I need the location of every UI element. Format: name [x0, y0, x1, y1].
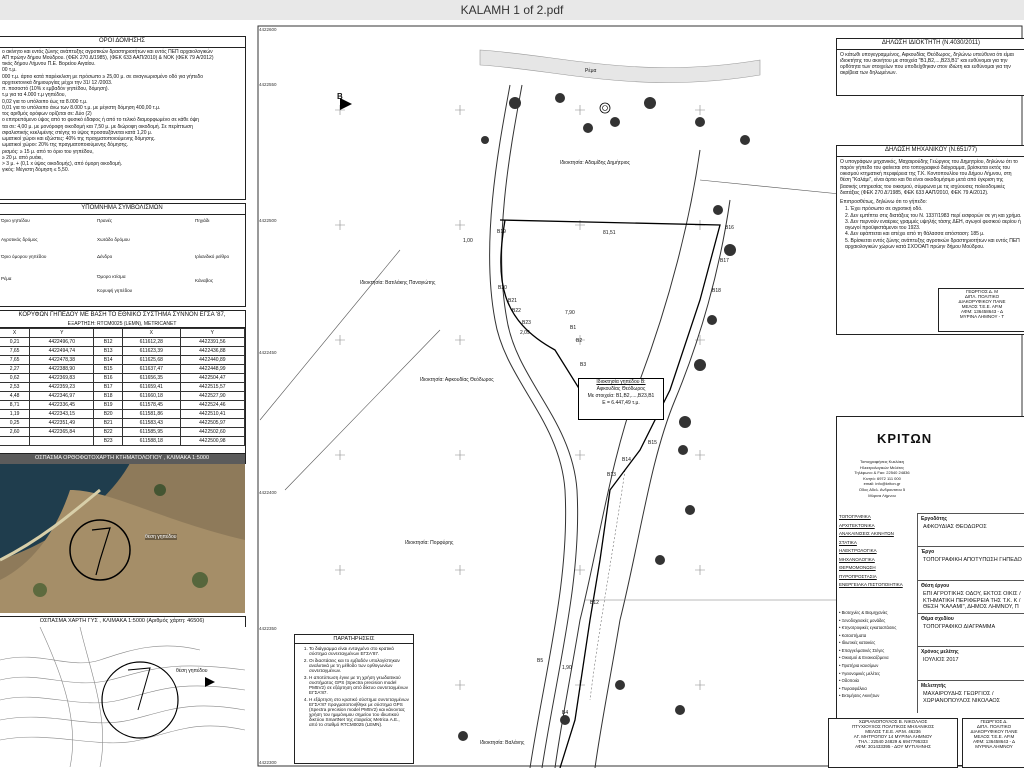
table-cell: 4422336,45	[30, 400, 94, 409]
table-cell: 611656,35	[122, 373, 180, 382]
stamp-line: ΜΥΡΙΝΑ ΛΗΜΝΟΥ	[975, 744, 1013, 749]
stamp-line: ΜΥΡΙΝΑ ΛΗΜΝΟΥ - Τ	[959, 314, 1005, 319]
table-header: Y	[180, 328, 244, 337]
table-cell: 4422494,74	[30, 346, 94, 355]
building-terms-panel	[0, 36, 246, 200]
ownership-declaration-panel	[836, 38, 1024, 96]
grid-label: 4422300	[259, 760, 277, 765]
bullet-item: • Οικισμοί & Ενοικιαζόμενα	[839, 655, 889, 661]
table-row	[0, 400, 245, 409]
info-row	[917, 646, 1024, 680]
table-cell: 611588,18	[122, 436, 180, 445]
table-cell: 4422515,57	[180, 382, 244, 391]
address-line: email: info@kriton.gr	[863, 481, 901, 487]
table-cell: 611585,95	[122, 427, 180, 436]
info-row	[917, 580, 1024, 614]
term-line: ωματικοί χώροι και εξώστες: 40% της πραγματοποιούμενης δόμησης.	[2, 136, 156, 142]
parcel-vertices: Με στοιχεία: Β1,Β2,....,Β23,Β1	[587, 393, 655, 399]
legend-item: Πρανές	[97, 218, 113, 223]
table-row	[0, 418, 245, 427]
engineer-stamp-lines-2	[963, 719, 1024, 749]
gys-map-image	[0, 627, 245, 767]
table-cell: 4422365,84	[30, 427, 94, 436]
bullet-item: • Πυρασφάλεια	[839, 685, 867, 691]
vertex-label: B12	[590, 600, 599, 606]
term-line: > 3 μ. + (0,1 x ύψος οικοδομής), από όμορη οικοδομή.	[2, 161, 123, 167]
term-line: σφαλιστικής κεκλιμένης στέγης το ύψος προσαυξάνεται κατά 1,20 μ.	[2, 129, 153, 136]
legend-item: Ιρλανδικό ρείθρο	[195, 254, 230, 259]
vertex-label: B14	[622, 457, 631, 463]
bullet-item: • Υγειονομικές μελέτες	[839, 670, 881, 676]
service-link[interactable]: ΘΕΡΜΟΜΟΝΩΣΗ	[839, 565, 876, 571]
table-cell: B15	[94, 364, 122, 373]
surveyor-stamp	[828, 718, 958, 768]
company-name: ΚΡΙΤΩΝ	[877, 431, 933, 446]
info-row	[917, 613, 1024, 647]
address-line: Τηλέφωνο & Fax: 22540 24836	[854, 470, 910, 476]
dimension-label: 1,00	[463, 238, 473, 244]
term-line: 00 τ.μ.	[2, 67, 17, 74]
vertex-label: B19	[497, 229, 506, 235]
term-line: ≥ 20 μ. από ρυάκι,	[2, 154, 43, 161]
address-line: Οδος Αδελ. Ανδρουτσου 5	[858, 486, 906, 492]
term-line: π. ποσοστό (10% x εμβαδόν γηπέδου, δόμηση).	[2, 86, 109, 92]
stamp-line: ΓΕΩΡΓΙΟΣ Δ. Μ	[965, 289, 999, 294]
table-cell: 4422500,98	[180, 436, 244, 445]
bullet-item: • Οδοποιία	[839, 678, 859, 684]
info-value: ΑΦΚΟΥΔΙΑΣ ΘΕΟΔΩΡΟΣ	[923, 524, 987, 530]
table-cell: 0,25	[0, 418, 30, 427]
engineer-stamp-2	[962, 718, 1024, 768]
table-row	[0, 382, 245, 391]
term-line: τ.μ για τα 4.000 τ.μ γηπέδου,	[2, 92, 66, 99]
bullet-item: • Ιδιωτικές κατοικίες	[839, 640, 876, 646]
legend-item: Χωτάδο δρόμου	[97, 237, 130, 242]
table-cell: 0,62	[0, 373, 30, 382]
dimension-label: 81,51	[603, 230, 616, 236]
note-item: 2. Οι διαστάσεις και το εμβαδόν υπολογίστηκαν αναλυτικά με τη μέθοδο των ορθογωνίων συντεταγμένων.	[309, 658, 409, 673]
notes-list	[305, 646, 413, 727]
table-cell: B12	[94, 337, 122, 346]
table-cell: 611578,45	[122, 400, 180, 409]
info-row	[917, 680, 1024, 714]
coordinates-subtitle: ΕΞΑΡΤΗΣΗ: RTCM0025 (LEMN), METRICANET	[0, 321, 245, 328]
parcel-owner: Αφκουδίας Θεόδωρος	[596, 386, 646, 392]
info-value: ΤΟΠΟΓΡΑΦΙΚΗ ΑΠΟΤΥΠΩΣΗ ΓΗΠΕΔΟ	[923, 557, 1022, 564]
service-link[interactable]: ΑΝΑΚΑΙΝΙΣΕΙΣ ΑΚΙΝΗΤΩΝ	[839, 531, 894, 537]
table-cell: 4422504,47	[180, 373, 244, 382]
table-cell: 4422391,56	[180, 337, 244, 346]
service-link[interactable]: ΤΟΠΟΓΡΑΦΙΚΑ	[839, 514, 871, 519]
table-header: X	[0, 328, 30, 337]
grid-label: 4422500	[259, 218, 277, 223]
table-cell: 4422510,41	[180, 409, 244, 418]
table-cell: 4422388,90	[30, 364, 94, 373]
table-cell: B14	[94, 355, 122, 364]
info-label: Εργοδότης	[921, 516, 948, 522]
bullet-item: • Εκτιμήσεις Ακινήτων	[839, 693, 880, 699]
stamp-line: ΔΙΑΚΟΡΥΦΙΚΟΥ ΠΑΝΕ	[970, 729, 1018, 734]
info-value: ΙΟΥΛΙΟΣ 2017	[923, 657, 959, 664]
term-line: ωματικοί χώροι: 20% της πραγματοποιούμενης δόμησης.	[2, 142, 129, 149]
engineer-title: ΔΗΛΩΣΗ ΜΗΧΑΝΙΚΟΥ (Ν.651/77)	[837, 146, 1024, 157]
info-label: Μελετητής	[921, 682, 946, 689]
table-header: X	[122, 328, 180, 337]
info-value: ΜΑΧΑΙΡΟΥΔΗΣ ΓΕΩΡΓΙΟΣ / ΧΩΡΙΑΝΟΠΟΥΛΟΣ ΝΙΚΟΛΑΟΣ	[923, 690, 1001, 704]
vertex-label: B18	[712, 288, 721, 294]
ortho-title: ΟΣΠΑΣΜΑ ΟΡΘΟΦΩΤΟΧΑΡΤΗ ΚΤΗΜΑΤΟΛΟΓΙΟΥ , ΚΛΙΜΑΚΑ 1:5000	[34, 455, 210, 461]
service-link[interactable]: ΣΤΑΤΙΚΑ	[839, 539, 857, 545]
vertex-label: B23	[522, 320, 531, 326]
coordinates-panel	[0, 310, 246, 460]
term-line: ται σε: 4,00 μ. με μονόροφη οικοδομή και 7,50 μ. με διώροφη οικοδομή. Σε περίπτωση	[2, 123, 193, 130]
company-services	[839, 513, 917, 590]
coordinates-title: ΚΟΡΥΦΩΝ ΓΗΠΕΔΟΥ ΜΕ ΒΑΣΗ ΤΟ ΕΘΝΙΚΟ ΣΥΣΤΗΜΑ ΣΥΝΝΟΝ ΕΓΣΑ '87,	[18, 312, 226, 318]
info-label: Θέση έργου	[921, 582, 950, 589]
surveyor-stamp-lines	[829, 719, 957, 749]
ownership-text: Ο κάτωθι υπογεγραμμένος, Αφκουδίας Θεόδωρος, δηλώνω υπεύθυνα ότι είμαι ιδιοκτήτης του ακινήτου με στοιχεία "Β1,Β2,...,Β23,Β1" και ευθύνομαι για την ορθότητα των στοιχείων που υποδείχθηκαν στον ιδιώτη και ευθύνομαι για την ακρίβεια των δηλωμένων.	[840, 51, 1014, 77]
grid-label: 4422600	[259, 27, 277, 32]
table-cell: 4422359,23	[30, 382, 94, 391]
engineer-subtitle: Επιπροσθέτως, δηλώνω ότι το γήπεδο:	[840, 199, 927, 205]
legend-item: Όμορο κτίσμα	[97, 274, 126, 279]
table-cell: B20	[94, 409, 122, 418]
engineer-list-item: 1. Έχει πρόσωπο σε αγροτική οδό.	[845, 206, 923, 213]
table-cell: 7,65	[0, 355, 30, 364]
bullet-item: • Κτηνοτροφικές εγκαταστάσεις	[839, 625, 897, 631]
north-label: B	[337, 92, 343, 101]
table-cell: 4422524,46	[180, 400, 244, 409]
table-cell: 4422346,97	[30, 391, 94, 400]
service-link[interactable]: ΜΗΧΑΝΟΛΟΓΙΚΑ	[839, 556, 875, 562]
stamp-line: ΑΦΜ: 136458643 - Δ	[961, 309, 1003, 314]
table-cell: 4422478,38	[30, 355, 94, 364]
bullet-item: • Επαγγελματικές Στέγες	[839, 647, 885, 653]
dimension-label: 7,90	[565, 310, 575, 316]
legend-item: Πηγάδι	[195, 218, 210, 223]
address-line: Μύρινα Λήμνου	[868, 492, 896, 498]
term-line: 0,02 για το υπόλοιπο έως τα 8.000 τ.μ.	[2, 98, 88, 105]
stamp-line: ΔΙΑΚΟΡΥΦΙΚΟΥ ΠΑΝΕ	[958, 299, 1006, 304]
term-line: ΑΠ πρώην δήμου Μούδρου. (ΦΕΚ 270 Δ/1985), (ΦΕΚ 633 ΑΑΠ/2010) & ΝΟΚ (ΦΕΚ 79 Α/2012)	[2, 54, 214, 61]
coordinates-table	[0, 328, 245, 446]
table-cell: 2,60	[0, 427, 30, 436]
owner-label: Ιδιοκτησία: Βατιλάκης Παναγιώτης	[360, 280, 436, 286]
window-title: KALAMH 1 of 2.pdf	[460, 3, 564, 17]
table-row	[0, 436, 245, 445]
table-cell: 4422448,99	[180, 364, 244, 373]
table-cell: 7,65	[0, 346, 30, 355]
dimension-label: 2,09	[520, 330, 530, 336]
stamp-line: ΜΕΛΟΣ Τ.Ε.Ε. ΑΡ.Μ. 46236	[865, 729, 921, 734]
ownership-title: ΔΗΛΩΣΗ ΙΔΙΟΚΤΗΤΗ (Ν.4030/2011)	[837, 39, 1024, 50]
company-address	[847, 459, 917, 498]
table-row	[0, 409, 245, 418]
vertex-label: B15	[648, 440, 657, 446]
pdf-page[interactable]	[0, 20, 1024, 768]
parcel-area: Ε = 6.447,49 τ.μ.	[602, 400, 640, 406]
vertex-label: B4	[562, 710, 569, 716]
table-row	[0, 355, 245, 364]
service-link[interactable]: ΑΡΧΙΤΕΚΤΟΝΙΚΑ	[839, 522, 875, 528]
grid-label: 4422400	[259, 490, 277, 495]
stamp-line: ΑΦΜ: 301433395 - ΔΟΥ ΜΥΤΙΛΗΝΗΣ	[855, 744, 931, 749]
info-row	[917, 546, 1024, 580]
vertex-label: B22	[512, 308, 521, 314]
table-cell: 611583,43	[122, 418, 180, 427]
owner-label: Ιδιοκτησία: Πορφύρης	[405, 540, 454, 546]
ortho-title-bar	[0, 453, 246, 464]
dimension-label: 1,90	[562, 665, 572, 671]
parcel-title: Ιδιοκτησία γηπέδου Β:	[596, 379, 646, 385]
table-header: Y	[30, 328, 94, 337]
legend-title: ΥΠΟΜΝΗΜΑ ΣΥΜΒΟΛΙΣΜΩΝ	[0, 204, 245, 215]
table-cell: 1,19	[0, 409, 30, 418]
table-cell: 2,53	[0, 382, 30, 391]
table-row	[0, 346, 245, 355]
table-cell: 4422436,88	[180, 346, 244, 355]
engineer-list-item: 3. Δεν περνούν εναέριες γραμμές υψηλής τάσης ΔΕΗ, αγωγοί φυσικού αερίου ή αγωγοί προϋφιστάμενοι του 1923.	[845, 218, 1021, 231]
note-item: 3. Η αποτύπωση έγινε με τη χρήση γεωδαιτικού συστήματος GPS (Spectra precision model PM5V2) σε εξάρτηση από δίκτυο συντεταγμένων ΕΓΣΑ'87.	[309, 675, 409, 695]
table-cell: 611659,41	[122, 382, 180, 391]
table-cell: 4422343,15	[30, 409, 94, 418]
table-cell: B17	[94, 382, 122, 391]
term-line: τικός δήμου Λήμνου Π.Ε. Βορείου Αιγαίου.	[2, 61, 96, 67]
vertex-label: B5	[537, 658, 544, 664]
info-value: ΤΟΠΟΓΡΑΦΙΚΟ ΔΙΑΓΡΑΜΜΑ	[923, 624, 996, 630]
note-item: 1. Το διάγραμμα είναι ενταγμένο στο κρατικό σύστημα συντεταγμένων ΕΓΣΑ'87.	[309, 646, 409, 656]
stamp-line: ΠΤΥΧΙΟΥΧΟΣ ΠΟΛΙΤΙΚΟΣ ΜΗΧΑΝΙΚΟΣ	[851, 724, 935, 729]
term-line: 000 τ.μ. άρτιο κατά παρέκκλιση με πρόσωπο ≥ 25,00 μ. σε αναγνωρισμένο οδό για γήπεδο	[2, 73, 203, 80]
term-line: ρισμός: ≥ 15 μ. από το όριο του γηπέδου,	[2, 148, 94, 155]
service-link[interactable]: ΗΛΕΚΤΡΟΛΟΓΙΚΑ	[839, 548, 877, 554]
stamp-line: ΔΙΠΛ. ΠΟΛΙΤΙΚΟ	[964, 294, 1000, 299]
table-cell: B22	[94, 427, 122, 436]
legend-item: Κάναβος	[195, 278, 214, 283]
bullet-item: • Ξενοδοχειακές μονάδες	[839, 617, 886, 623]
address-line: Τοπογραφήσεις Κυκλάκη	[859, 459, 905, 464]
service-link[interactable]: ΕΝΕΡΓΕΙΑΚΑ ΠΙΣΤΟΠΟΙΗΤΙΚΑ	[839, 582, 903, 588]
table-cell: 2,27	[0, 364, 30, 373]
table-cell: 4422496,70	[30, 337, 94, 346]
stamp-line: ΔΙΠΛ. ΠΟΛΙΤΙΚΟ	[976, 724, 1012, 729]
stamp-line: ΑΦΜ: 136458643 - Δ	[973, 739, 1015, 744]
term-line: 0,01 για το υπόλοιπο άνω των 8.000 τ.μ. με μέγιστη δόμηση 400,00 τ.μ.	[2, 104, 161, 111]
table-cell: 0,21	[0, 337, 30, 346]
stamp-line: ΜΕΛΟΣ Τ.Ε.Ε. ΑΡ.Μ	[961, 304, 1003, 309]
table-cell: 4,48	[0, 391, 30, 400]
term-line: γικός: Μέγιστη δόμηση ≤ 5,50.	[2, 167, 69, 174]
project-info	[917, 513, 1024, 713]
notes-title: ΠΑΡΑΤΗΡΗΣΕΙΣ	[295, 635, 413, 644]
term-line: τος αριθμός ορόφων ορίζεται σε: Δύο (2)	[2, 111, 92, 117]
vertex-label: B20	[498, 285, 507, 291]
address-line: Κινητό: 6972 111 000	[863, 475, 901, 481]
table-cell: 611623,39	[122, 346, 180, 355]
ortho-site-label: θέση γηπέδου	[145, 534, 177, 540]
bullet-item: • Καταστήματα	[839, 632, 867, 638]
stamp-line: ΜΕΛΟΣ Τ.Ε.Ε. ΑΡ.Μ	[973, 734, 1015, 739]
table-cell: 4422502,60	[180, 427, 244, 436]
vertex-label: B13	[607, 472, 616, 478]
service-link[interactable]: ΠΥΡΟΠΡΟΣΤΑΣΙΑ	[839, 573, 877, 579]
vertex-label: B17	[720, 258, 729, 264]
stamp-line: ΑΓ. ΜΗΤΡΟΠΟΥ 14 ΜΥΡΙΝΑ ΛΗΜΝΟΥ	[853, 734, 933, 739]
engineer-list-item: 2. Δεν εμπίπτει στις διατάξεις του Ν. 1337/1983 περί εισφορών σε γη και χρήμα.	[845, 212, 1022, 219]
notes-panel	[294, 634, 414, 764]
table-row	[0, 364, 245, 373]
info-value: ΕΠΙ ΑΓΡΟΤΙΚΗΣ ΟΔΟΥ, ΕΚΤΟΣ ΟΙΚΙΣ / ΚΤΗΜΑΤΙΚΗ ΠΕΡΙΦΕΡΕΙΑ ΤΗΣ Τ.Κ. Κ / ΘΕΣΗ "ΚΑΛΑΜΙ", ΔΗΜΟΣ ΛΗΜΝΟΥ, Π	[923, 590, 1021, 611]
table-row	[0, 391, 245, 400]
info-label: Θέμα σχεδίου	[921, 616, 954, 622]
note-item: 4. Η εξάρτηση στο κρατικό σύστημα συντεταγμένων ΕΓΣΑ'87 πραγματοποιήθηκε με σύστημα GPS (Spectra precision model PM5V2) και κάνοντας χρήση του ηµιμόνιμου σημείου του ιδιωτικού δικτύου SmartNet της εταιρείας Metrica Α.Ε., από το σταθμό RTCM0025 (LEMN).	[309, 697, 409, 727]
vertex-label: B1	[570, 325, 577, 331]
legend-item: Όριο όμορου γηπέδου	[1, 254, 47, 259]
table-cell: B18	[94, 391, 122, 400]
table-cell: B13	[94, 346, 122, 355]
engineer-list-item: 4. Δεν εφάπτεται και απέχει από τη θάλασσα απόσταση: 185 μ.	[845, 231, 985, 238]
legend-item: Όριο γηπέδου	[1, 218, 30, 223]
legend-item: Αγροτικός δρόμος	[1, 237, 38, 242]
term-line: ο ακίνητο και εντός ζώνης ανάπτυξης αγροτικών δραστηριοτήτων και εντός ΠΕΠ αρχαιολογικών	[2, 48, 213, 55]
stamp-line: ΓΕΩΡΓΙΟΣ Δ.	[980, 719, 1008, 724]
stamp-line: ΤΗΛ.: 22540 24829 & 6947795333	[858, 739, 928, 744]
engineer-stamp	[938, 288, 1024, 332]
table-cell: 4422369,83	[30, 373, 94, 382]
table-cell: B19	[94, 400, 122, 409]
info-row	[917, 513, 1024, 547]
legend-item: Ρέμα	[1, 276, 12, 281]
legend-item: Δένδρο	[97, 254, 113, 259]
engineer-stamp-lines	[939, 289, 1024, 319]
bullet-item: • Βιοτεχνίες & Βιομηχανίες	[839, 610, 888, 615]
building-terms-title: ΟΡΟΙ ΔΟΜΗΣΗΣ	[0, 37, 245, 48]
table-cell: 4422527,90	[180, 391, 244, 400]
gys-title-bar	[0, 616, 246, 627]
table-row	[0, 337, 245, 346]
owner-label: Ιδιοκτησία: Αδαμίδης Δημήτριος	[560, 160, 630, 166]
address-line: Ηλεκτρολογικών Μελέτες	[859, 464, 905, 470]
stamp-line: ΧΩΡΙΑΝΟΠΟΥΛΟΣ Β. ΝΙΚΟΛΑΟΣ	[858, 719, 928, 724]
building-terms-lines	[0, 48, 245, 175]
table-cell: 611625,68	[122, 355, 180, 364]
window-titlebar	[0, 0, 1024, 21]
info-label: Έργο	[921, 549, 935, 556]
table-cell	[30, 436, 94, 445]
table-cell: B16	[94, 373, 122, 382]
gys-site-label: θέση γηπέδου	[176, 668, 208, 674]
vertex-label: B21	[508, 298, 517, 304]
vertex-label: B2	[576, 338, 583, 344]
table-cell: 8,71	[0, 400, 30, 409]
grid-label: 4422550	[259, 82, 277, 87]
legend-item: Κορυφή γηπέδου	[97, 288, 133, 293]
table-cell: 611660,18	[122, 391, 180, 400]
info-label: Χρόνος μελέτης	[921, 649, 959, 656]
table-cell: 4422440,89	[180, 355, 244, 364]
ortho-photo-image	[0, 463, 245, 613]
owner-label: Ιδιοκτησία: Αφκουδίας Θεόδωρος	[420, 377, 494, 383]
table-cell: 4422351,49	[30, 418, 94, 427]
table-cell	[0, 436, 30, 445]
engineer-list	[837, 206, 1024, 250]
parcel-info-box	[578, 378, 664, 420]
engineer-list-item: 5. Βρίσκεται εντός ζώνης ανάπτυξης αγροτικών δραστηριοτήτων και εντός ΠΕΠ αρχαιολογικών χώρων κατά ΣΧΟΟΑΠ πρώην δήμου Μούδρου.	[845, 237, 1020, 250]
table-row	[0, 373, 245, 382]
bullet-item: • Πρατήρια καυσίμων	[839, 662, 879, 668]
gys-title: ΟΣΠΑΣΜΑ ΧΑΡΤΗ ΓΥΣ , ΚΛΙΜΑΚΑ 1:5000 (Αριθμός χάρτη: 46506)	[39, 618, 205, 624]
grid-label: 4422350	[259, 626, 277, 631]
company-bullets	[839, 609, 917, 700]
table-cell: B21	[94, 418, 122, 427]
table-cell: 611581,86	[122, 409, 180, 418]
table-cell: 611612,28	[122, 337, 180, 346]
title-block-panel	[836, 416, 1024, 766]
table-cell: 4422505,97	[180, 418, 244, 427]
stream-label: Ρέμα	[585, 68, 597, 74]
vertex-label: B16	[725, 225, 734, 231]
table-row	[0, 427, 245, 436]
legend-panel	[0, 203, 246, 307]
engineer-text: Ο υπογράφων μηχανικός, Μαχαιρούδης Γεώργιος του Δημητρίου, δηλώνω ότι το παρόν γήπεδο του φαίνεται στο τοπογραφικό διάγραμμα, βρίσκεται εκτός του οικισμού κτηματική περιφέρεια της Τ.Κ. Κοντοπουλίου του Δήμου Λήμνου, στη θέση "Καλάμι", είναι άρτιο και θα είναι οικοδομήσιμο μετά από έγκριση της βασικής υπηρεσίας του οικισμού, σύμφωνα με τις ισχύουσες πολεοδομικές διατάξεις (ΦΕΚ 270 Δ'/1985, ΦΕΚ 633 ΑΑΠ/2010, ΦΕΚ 79 Α/2012).	[840, 158, 1018, 196]
owner-label: Ιδιοκτησία: Βαλάνης	[480, 740, 525, 746]
vertex-label: B3	[580, 362, 587, 368]
grid-label: 4422450	[259, 350, 277, 355]
term-line: αρχιτεκτονικά δημιουργίας μέχρι την 31/ 12 /2003.	[2, 79, 113, 86]
table-cell: B23	[94, 436, 122, 445]
term-line: ο επιτρεπόμενο ύψος από το φυσικό έδαφος ή από το τελικό διαμορφωμένο σε κάθε όψη	[2, 117, 199, 124]
table-cell: 611637,47	[122, 364, 180, 373]
table-header	[94, 328, 122, 337]
